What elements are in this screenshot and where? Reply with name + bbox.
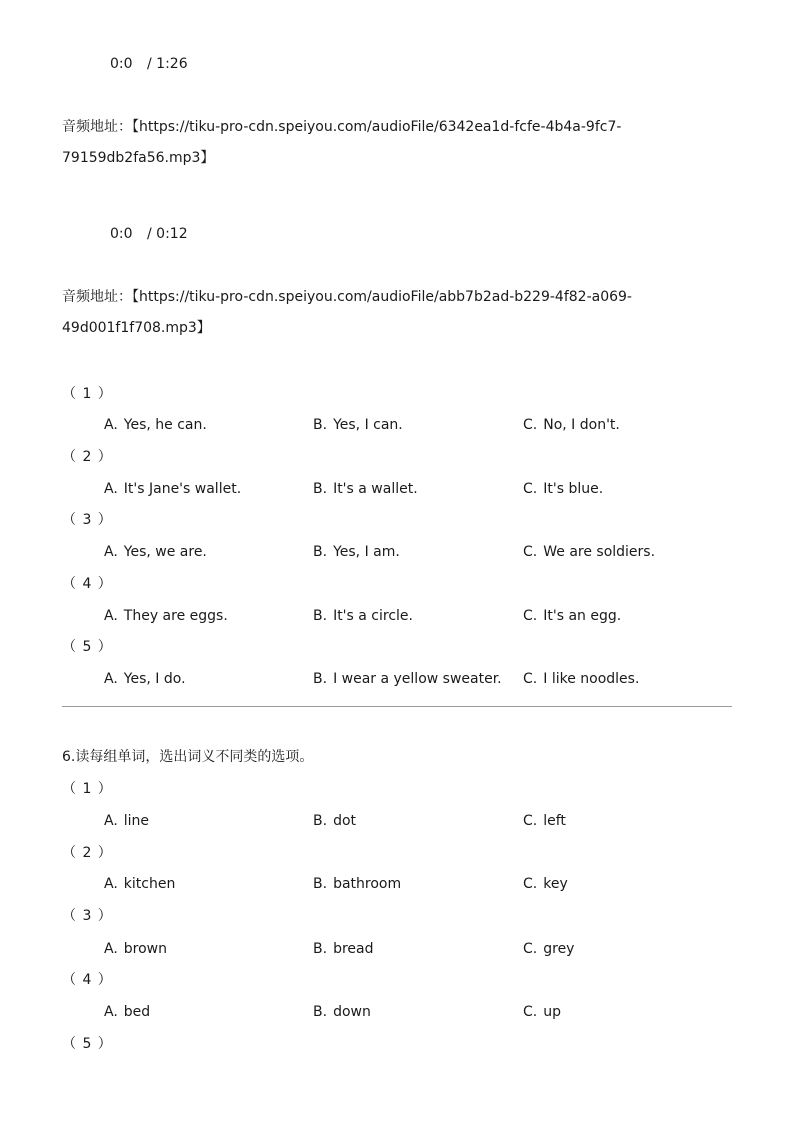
question-number: （ 4 ） [62, 576, 113, 592]
option-a[interactable]: A. line [104, 813, 150, 829]
option-b[interactable]: B. dot [313, 813, 357, 829]
question-number: （ 5 ） [62, 639, 113, 655]
option-a[interactable]: A. Yes, he can. [104, 417, 207, 433]
option-b[interactable]: B. I wear a yellow sweater. [313, 671, 502, 687]
audio-player-1[interactable] [110, 55, 188, 73]
audio-url-line1[interactable]: 【https://tiku-pro-cdn.speiyou.com/audioFile/abb7b2ad-b229-4f82-a069- [132, 289, 632, 305]
player-separator: / [146, 226, 152, 242]
question-number: （ 3 ） [62, 908, 113, 924]
option-c[interactable]: C. up [523, 1004, 561, 1020]
player-duration: 1:26 [156, 56, 188, 72]
option-a[interactable]: A. Yes, I do. [104, 671, 186, 687]
option-c[interactable]: C. key [523, 876, 568, 892]
audio-url-line2[interactable]: 49d001f1f708.mp3】 [62, 320, 211, 336]
question-number: （ 1 ） [62, 386, 113, 402]
question-number: （ 5 ） [62, 1036, 113, 1052]
option-a[interactable]: A. kitchen [104, 876, 176, 892]
option-b[interactable]: B. bathroom [313, 876, 402, 892]
question-heading: 6.读每组单词，选出词义不同类的选项。 [62, 749, 314, 765]
audio-player-2[interactable] [110, 225, 188, 243]
question-number: （ 1 ） [62, 781, 113, 797]
audio-address-label: 音频地址： [62, 119, 132, 135]
question-number: （ 2 ） [62, 845, 113, 861]
option-b[interactable]: B. Yes, I am. [313, 544, 400, 560]
player-separator: / [146, 56, 152, 72]
option-a[interactable]: A. bed [104, 1004, 151, 1020]
option-c[interactable]: C. No, I don't. [523, 417, 620, 433]
option-a[interactable]: A. Yes, we are. [104, 544, 207, 560]
option-c[interactable]: C. I like noodles. [523, 671, 640, 687]
option-c[interactable]: C. It's blue. [523, 481, 604, 497]
audio-url-line2[interactable]: 79159db2fa56.mp3】 [62, 150, 215, 166]
audio-address-2 [62, 288, 632, 306]
option-c[interactable]: C. left [523, 813, 566, 829]
option-b[interactable]: B. bread [313, 941, 374, 957]
option-a[interactable]: A. brown [104, 941, 168, 957]
question-number: （ 2 ） [62, 449, 113, 465]
player-duration: 0:12 [156, 226, 188, 242]
question-number: （ 4 ） [62, 972, 113, 988]
audio-address-label: 音频地址： [62, 289, 132, 305]
audio-address-1 [62, 118, 621, 136]
option-c[interactable]: C. grey [523, 941, 575, 957]
option-b[interactable]: B. Yes, I can. [313, 417, 403, 433]
option-b[interactable]: B. It's a wallet. [313, 481, 418, 497]
option-a[interactable]: A. They are eggs. [104, 608, 228, 624]
option-b[interactable]: B. down [313, 1004, 371, 1020]
player-current-time: 0:0 [110, 226, 133, 242]
option-c[interactable]: C. It's an egg. [523, 608, 622, 624]
question-number: （ 3 ） [62, 512, 113, 528]
option-a[interactable]: A. It's Jane's wallet. [104, 481, 242, 497]
player-current-time: 0:0 [110, 56, 133, 72]
option-b[interactable]: B. It's a circle. [313, 608, 413, 624]
option-c[interactable]: C. We are soldiers. [523, 544, 656, 560]
audio-url-line1[interactable]: 【https://tiku-pro-cdn.speiyou.com/audioFile/6342ea1d-fcfe-4b4a-9fc7- [132, 119, 622, 135]
section-divider [62, 706, 732, 707]
